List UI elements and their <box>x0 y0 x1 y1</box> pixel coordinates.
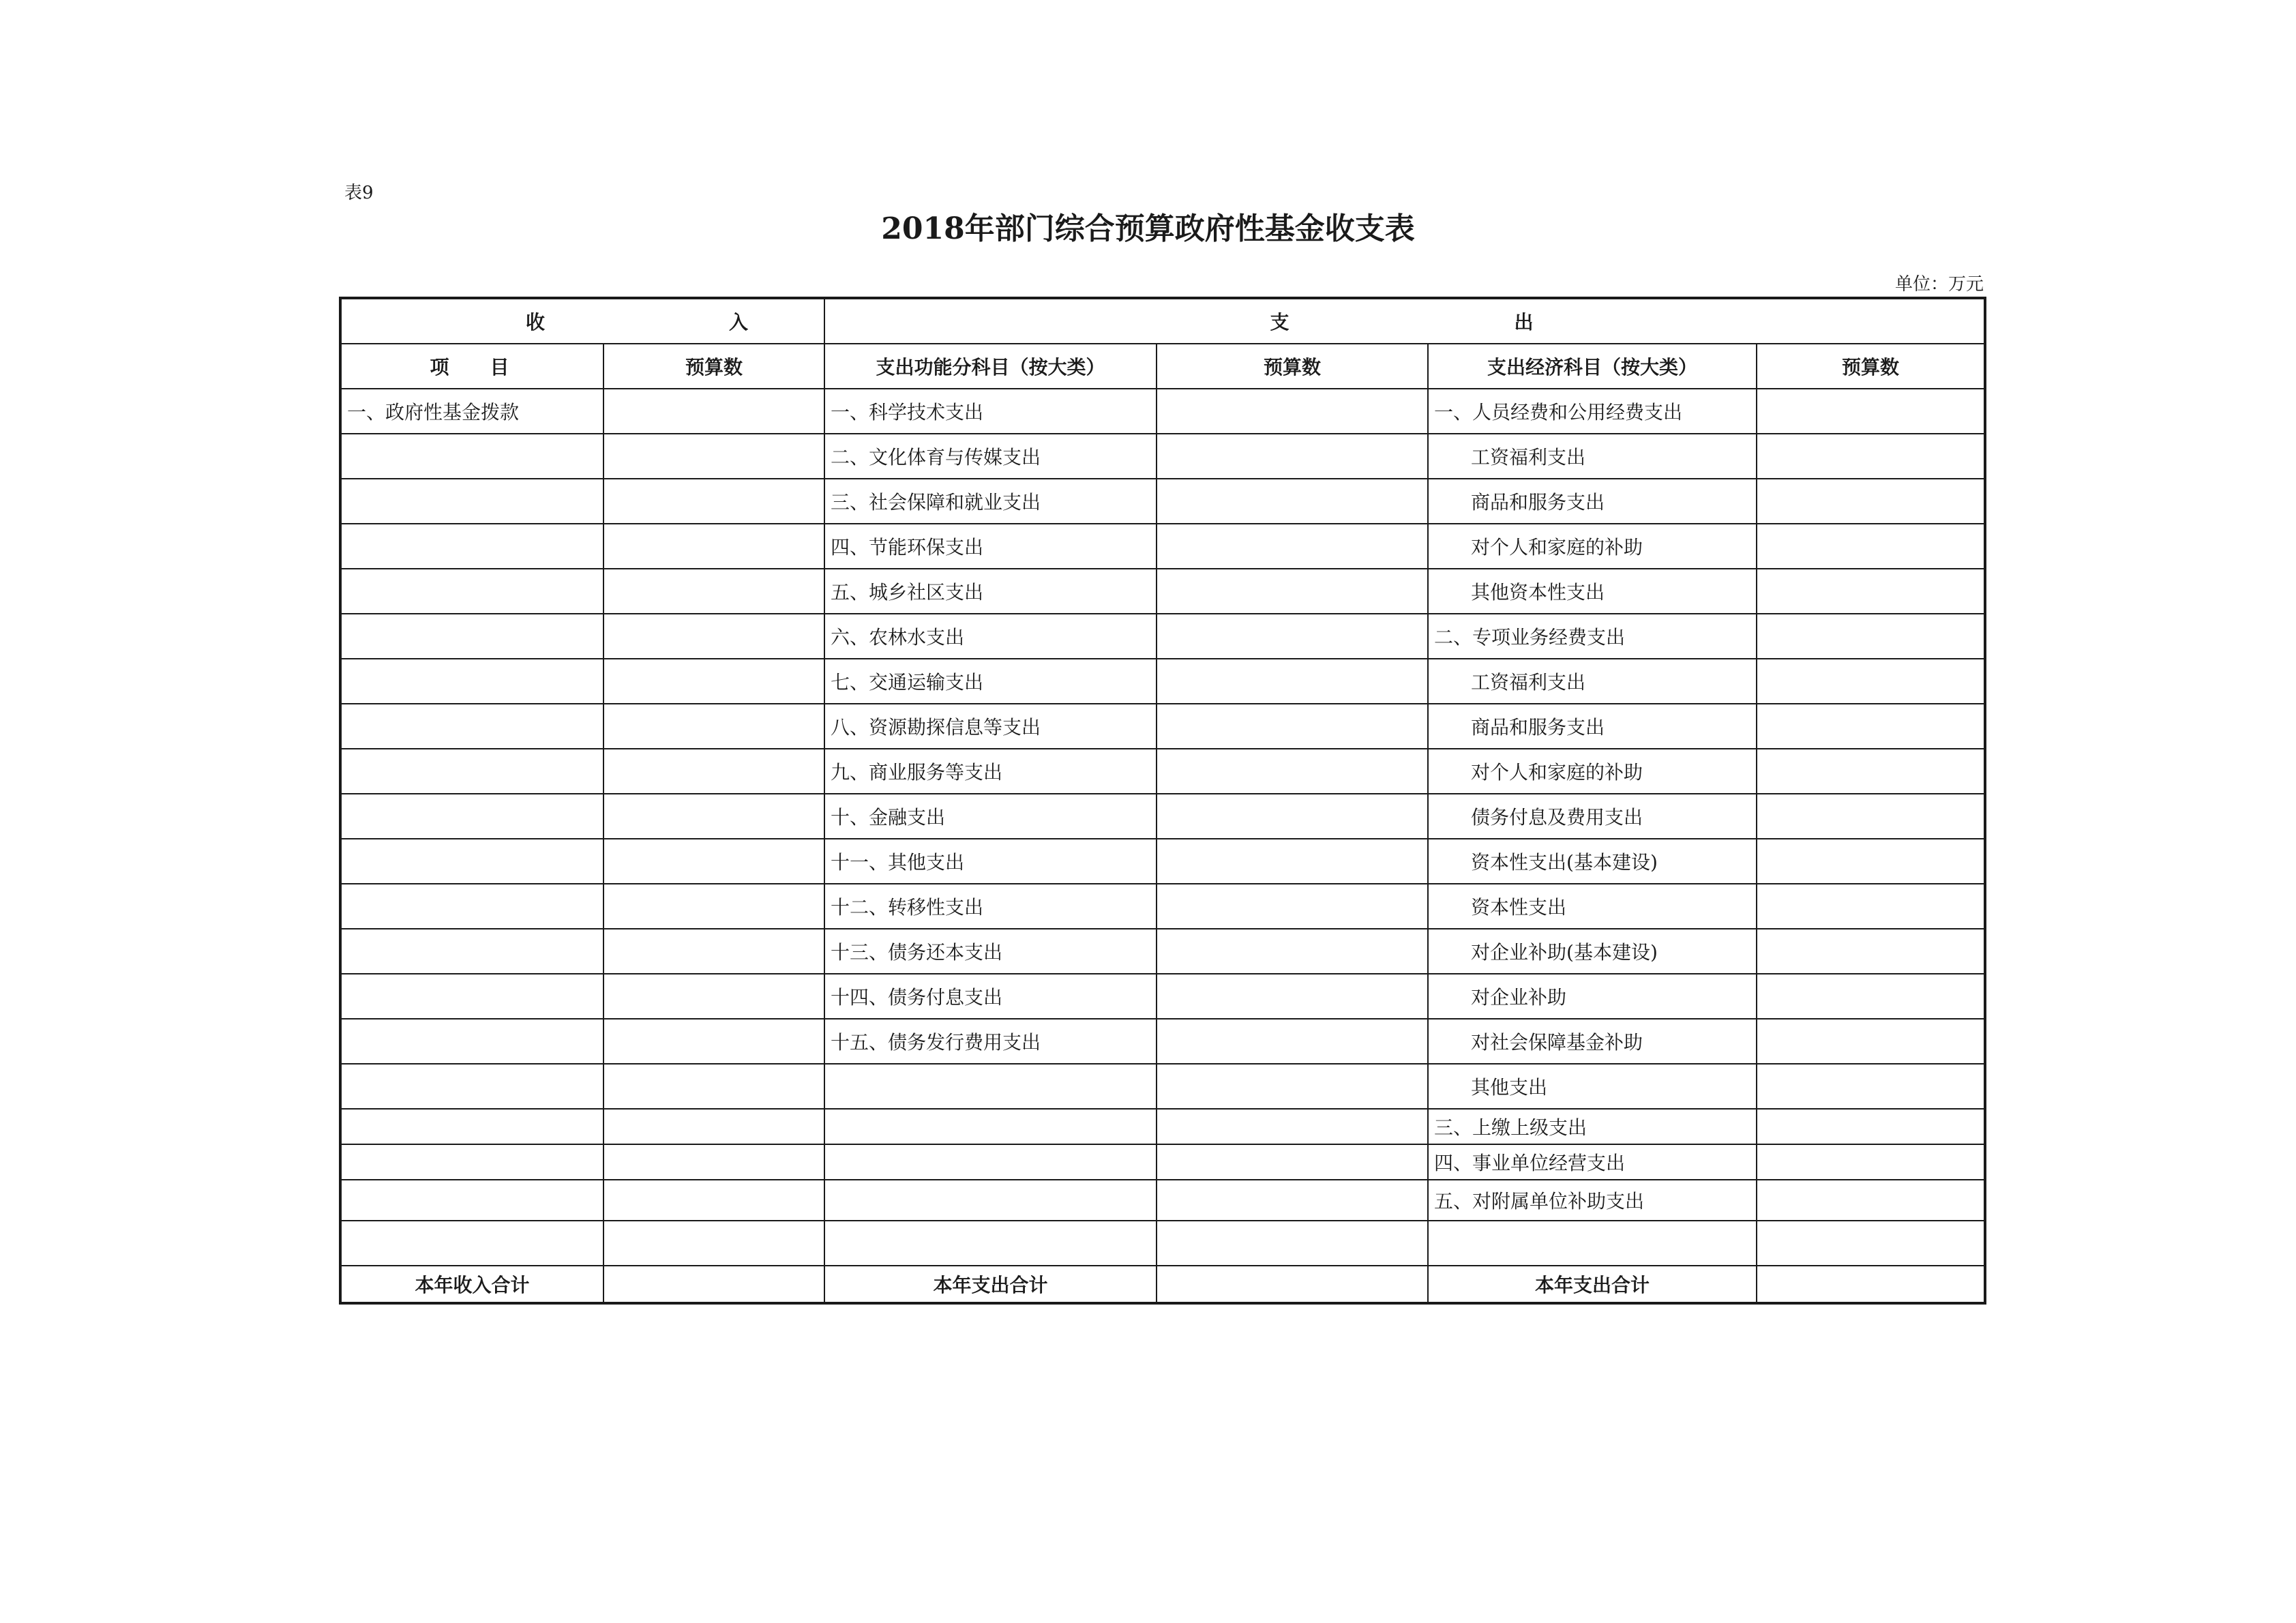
econ-budget-cell <box>1757 1144 1985 1180</box>
table-row <box>340 1109 1985 1144</box>
page-title: 2018年部门综合预算政府性基金收支表 <box>881 211 1415 246</box>
table-row <box>340 929 1985 974</box>
func-category-cell <box>824 1221 1157 1266</box>
col-header-func-category: 支出功能分科目（按大类） <box>824 344 1157 389</box>
income-item-cell <box>340 794 603 839</box>
income-total-value <box>603 1266 824 1303</box>
income-budget-cell <box>603 839 824 884</box>
table-row <box>340 389 1985 434</box>
econ-category-cell: 四、事业单位经营支出 <box>1428 1144 1757 1180</box>
econ-budget-cell <box>1757 1221 1985 1266</box>
income-budget-cell <box>603 659 824 704</box>
col-header-econ-category: 支出经济科目（按大类） <box>1428 344 1757 389</box>
func-budget-cell <box>1157 659 1428 704</box>
econ-total-value <box>1757 1266 1985 1303</box>
income-budget-cell <box>603 614 824 659</box>
func-category-cell <box>824 1109 1157 1144</box>
expense-section-header: 支出 <box>824 298 1985 344</box>
func-category-cell: 十、金融支出 <box>824 794 1157 839</box>
econ-budget-cell <box>1757 794 1985 839</box>
func-category-cell <box>824 1064 1157 1109</box>
func-budget-cell <box>1157 1019 1428 1064</box>
func-category-cell: 五、城乡社区支出 <box>824 569 1157 614</box>
income-item-cell <box>340 884 603 929</box>
func-budget-cell <box>1157 794 1428 839</box>
table-row <box>340 884 1985 929</box>
econ-category-cell: 对企业补助 <box>1428 974 1757 1019</box>
income-budget-cell <box>603 974 824 1019</box>
income-item-cell <box>340 1180 603 1221</box>
func-budget-cell <box>1157 389 1428 434</box>
func-category-cell: 十三、债务还本支出 <box>824 929 1157 974</box>
econ-budget-cell <box>1757 569 1985 614</box>
func-budget-cell <box>1157 1180 1428 1221</box>
econ-category-cell: 资本性支出(基本建设) <box>1428 839 1757 884</box>
income-item-cell <box>340 839 603 884</box>
func-budget-cell <box>1157 974 1428 1019</box>
table-row <box>340 704 1985 749</box>
income-budget-cell <box>603 524 824 569</box>
col-header-budget-econ: 预算数 <box>1757 344 1985 389</box>
col-header-item: 项目 <box>340 344 603 389</box>
econ-budget-cell <box>1757 1109 1985 1144</box>
table-row <box>340 1221 1985 1266</box>
econ-budget-cell <box>1757 1180 1985 1221</box>
econ-category-cell: 工资福利支出 <box>1428 659 1757 704</box>
econ-budget-cell <box>1757 884 1985 929</box>
econ-category-cell <box>1428 1221 1757 1266</box>
econ-budget-cell <box>1757 614 1985 659</box>
econ-total-label: 本年支出合计 <box>1428 1266 1757 1303</box>
econ-budget-cell <box>1757 1019 1985 1064</box>
econ-budget-cell <box>1757 434 1985 479</box>
econ-category-cell: 商品和服务支出 <box>1428 479 1757 524</box>
table-row <box>340 1180 1985 1221</box>
income-item-cell <box>340 1019 603 1064</box>
income-item-cell <box>340 524 603 569</box>
econ-budget-cell <box>1757 524 1985 569</box>
econ-budget-cell <box>1757 389 1985 434</box>
econ-category-cell: 债务付息及费用支出 <box>1428 794 1757 839</box>
income-budget-cell <box>603 1221 824 1266</box>
econ-budget-cell <box>1757 479 1985 524</box>
income-item-cell <box>340 1144 603 1180</box>
table-row <box>340 794 1985 839</box>
income-item-cell <box>340 974 603 1019</box>
func-category-cell: 一、科学技术支出 <box>824 389 1157 434</box>
table-row <box>340 1064 1985 1109</box>
income-item-cell <box>340 704 603 749</box>
table-number: 表9 <box>344 183 374 203</box>
func-total-value <box>1157 1266 1428 1303</box>
income-item-cell <box>340 659 603 704</box>
income-budget-cell <box>603 704 824 749</box>
income-budget-cell <box>603 749 824 794</box>
func-category-cell <box>824 1144 1157 1180</box>
income-budget-cell <box>603 1019 824 1064</box>
table-row <box>340 659 1985 704</box>
func-budget-cell <box>1157 929 1428 974</box>
col-header-budget-income: 预算数 <box>603 344 824 389</box>
income-item-cell <box>340 569 603 614</box>
table-row <box>340 974 1985 1019</box>
econ-category-cell: 五、对附属单位补助支出 <box>1428 1180 1757 1221</box>
econ-category-cell: 对个人和家庭的补助 <box>1428 749 1757 794</box>
section-header-row <box>340 298 1985 344</box>
func-budget-cell <box>1157 614 1428 659</box>
func-category-cell: 九、商业服务等支出 <box>824 749 1157 794</box>
table-row <box>340 614 1985 659</box>
econ-budget-cell <box>1757 704 1985 749</box>
econ-budget-cell <box>1757 1064 1985 1109</box>
column-header-row <box>340 344 1985 389</box>
income-budget-cell <box>603 1109 824 1144</box>
econ-category-cell: 资本性支出 <box>1428 884 1757 929</box>
income-budget-cell <box>603 1144 824 1180</box>
econ-budget-cell <box>1757 839 1985 884</box>
income-item-cell <box>340 1109 603 1144</box>
income-budget-cell <box>603 479 824 524</box>
func-category-cell: 四、节能环保支出 <box>824 524 1157 569</box>
func-category-cell: 十四、债务付息支出 <box>824 974 1157 1019</box>
table-row <box>340 479 1985 524</box>
func-budget-cell <box>1157 1064 1428 1109</box>
totals-row <box>340 1266 1985 1303</box>
table-row <box>340 839 1985 884</box>
func-budget-cell <box>1157 434 1428 479</box>
econ-category-cell: 对个人和家庭的补助 <box>1428 524 1757 569</box>
income-budget-cell <box>603 884 824 929</box>
econ-category-cell: 一、人员经费和公用经费支出 <box>1428 389 1757 434</box>
func-category-cell: 二、文化体育与传媒支出 <box>824 434 1157 479</box>
econ-budget-cell <box>1757 974 1985 1019</box>
income-budget-cell <box>603 1064 824 1109</box>
income-item-cell <box>340 1221 603 1266</box>
econ-category-cell: 对社会保障基金补助 <box>1428 1019 1757 1064</box>
income-item-cell <box>340 434 603 479</box>
income-budget-cell <box>603 569 824 614</box>
income-budget-cell <box>603 389 824 434</box>
func-category-cell: 八、资源勘探信息等支出 <box>824 704 1157 749</box>
income-item-cell <box>340 479 603 524</box>
func-category-cell: 七、交通运输支出 <box>824 659 1157 704</box>
income-budget-cell <box>603 929 824 974</box>
func-budget-cell <box>1157 1109 1428 1144</box>
econ-category-cell: 其他资本性支出 <box>1428 569 1757 614</box>
func-category-cell: 十二、转移性支出 <box>824 884 1157 929</box>
func-category-cell: 六、农林水支出 <box>824 614 1157 659</box>
table-row <box>340 524 1985 569</box>
func-budget-cell <box>1157 1144 1428 1180</box>
func-budget-cell <box>1157 569 1428 614</box>
econ-budget-cell <box>1757 929 1985 974</box>
income-budget-cell <box>603 1180 824 1221</box>
income-item-cell <box>340 749 603 794</box>
func-budget-cell <box>1157 704 1428 749</box>
table-row <box>340 1144 1985 1180</box>
income-section-header: 收入 <box>340 298 824 344</box>
income-item-cell <box>340 929 603 974</box>
income-budget-cell <box>603 434 824 479</box>
func-budget-cell <box>1157 749 1428 794</box>
econ-budget-cell <box>1757 749 1985 794</box>
table-row <box>340 569 1985 614</box>
budget-table-body <box>340 298 1985 1303</box>
func-budget-cell <box>1157 884 1428 929</box>
func-budget-cell <box>1157 479 1428 524</box>
budget-table <box>339 297 1986 1305</box>
table-row <box>340 1019 1985 1064</box>
table-row <box>340 434 1985 479</box>
table-row <box>340 749 1985 794</box>
income-total-label: 本年收入合计 <box>340 1266 603 1303</box>
income-item-cell: 一、政府性基金拨款 <box>340 389 603 434</box>
income-budget-cell <box>603 794 824 839</box>
func-total-label: 本年支出合计 <box>824 1266 1157 1303</box>
func-budget-cell <box>1157 524 1428 569</box>
econ-category-cell: 对企业补助(基本建设) <box>1428 929 1757 974</box>
func-category-cell <box>824 1180 1157 1221</box>
func-category-cell: 十一、其他支出 <box>824 839 1157 884</box>
func-category-cell: 三、社会保障和就业支出 <box>824 479 1157 524</box>
income-item-cell <box>340 614 603 659</box>
col-header-budget-func: 预算数 <box>1157 344 1428 389</box>
econ-category-cell: 其他支出 <box>1428 1064 1757 1109</box>
unit-label: 单位：万元 <box>1894 274 1984 295</box>
econ-category-cell: 商品和服务支出 <box>1428 704 1757 749</box>
econ-category-cell: 三、上缴上级支出 <box>1428 1109 1757 1144</box>
func-budget-cell <box>1157 1221 1428 1266</box>
func-budget-cell <box>1157 839 1428 884</box>
income-item-cell <box>340 1064 603 1109</box>
func-category-cell: 十五、债务发行费用支出 <box>824 1019 1157 1064</box>
econ-category-cell: 二、专项业务经费支出 <box>1428 614 1757 659</box>
econ-budget-cell <box>1757 659 1985 704</box>
econ-category-cell: 工资福利支出 <box>1428 434 1757 479</box>
